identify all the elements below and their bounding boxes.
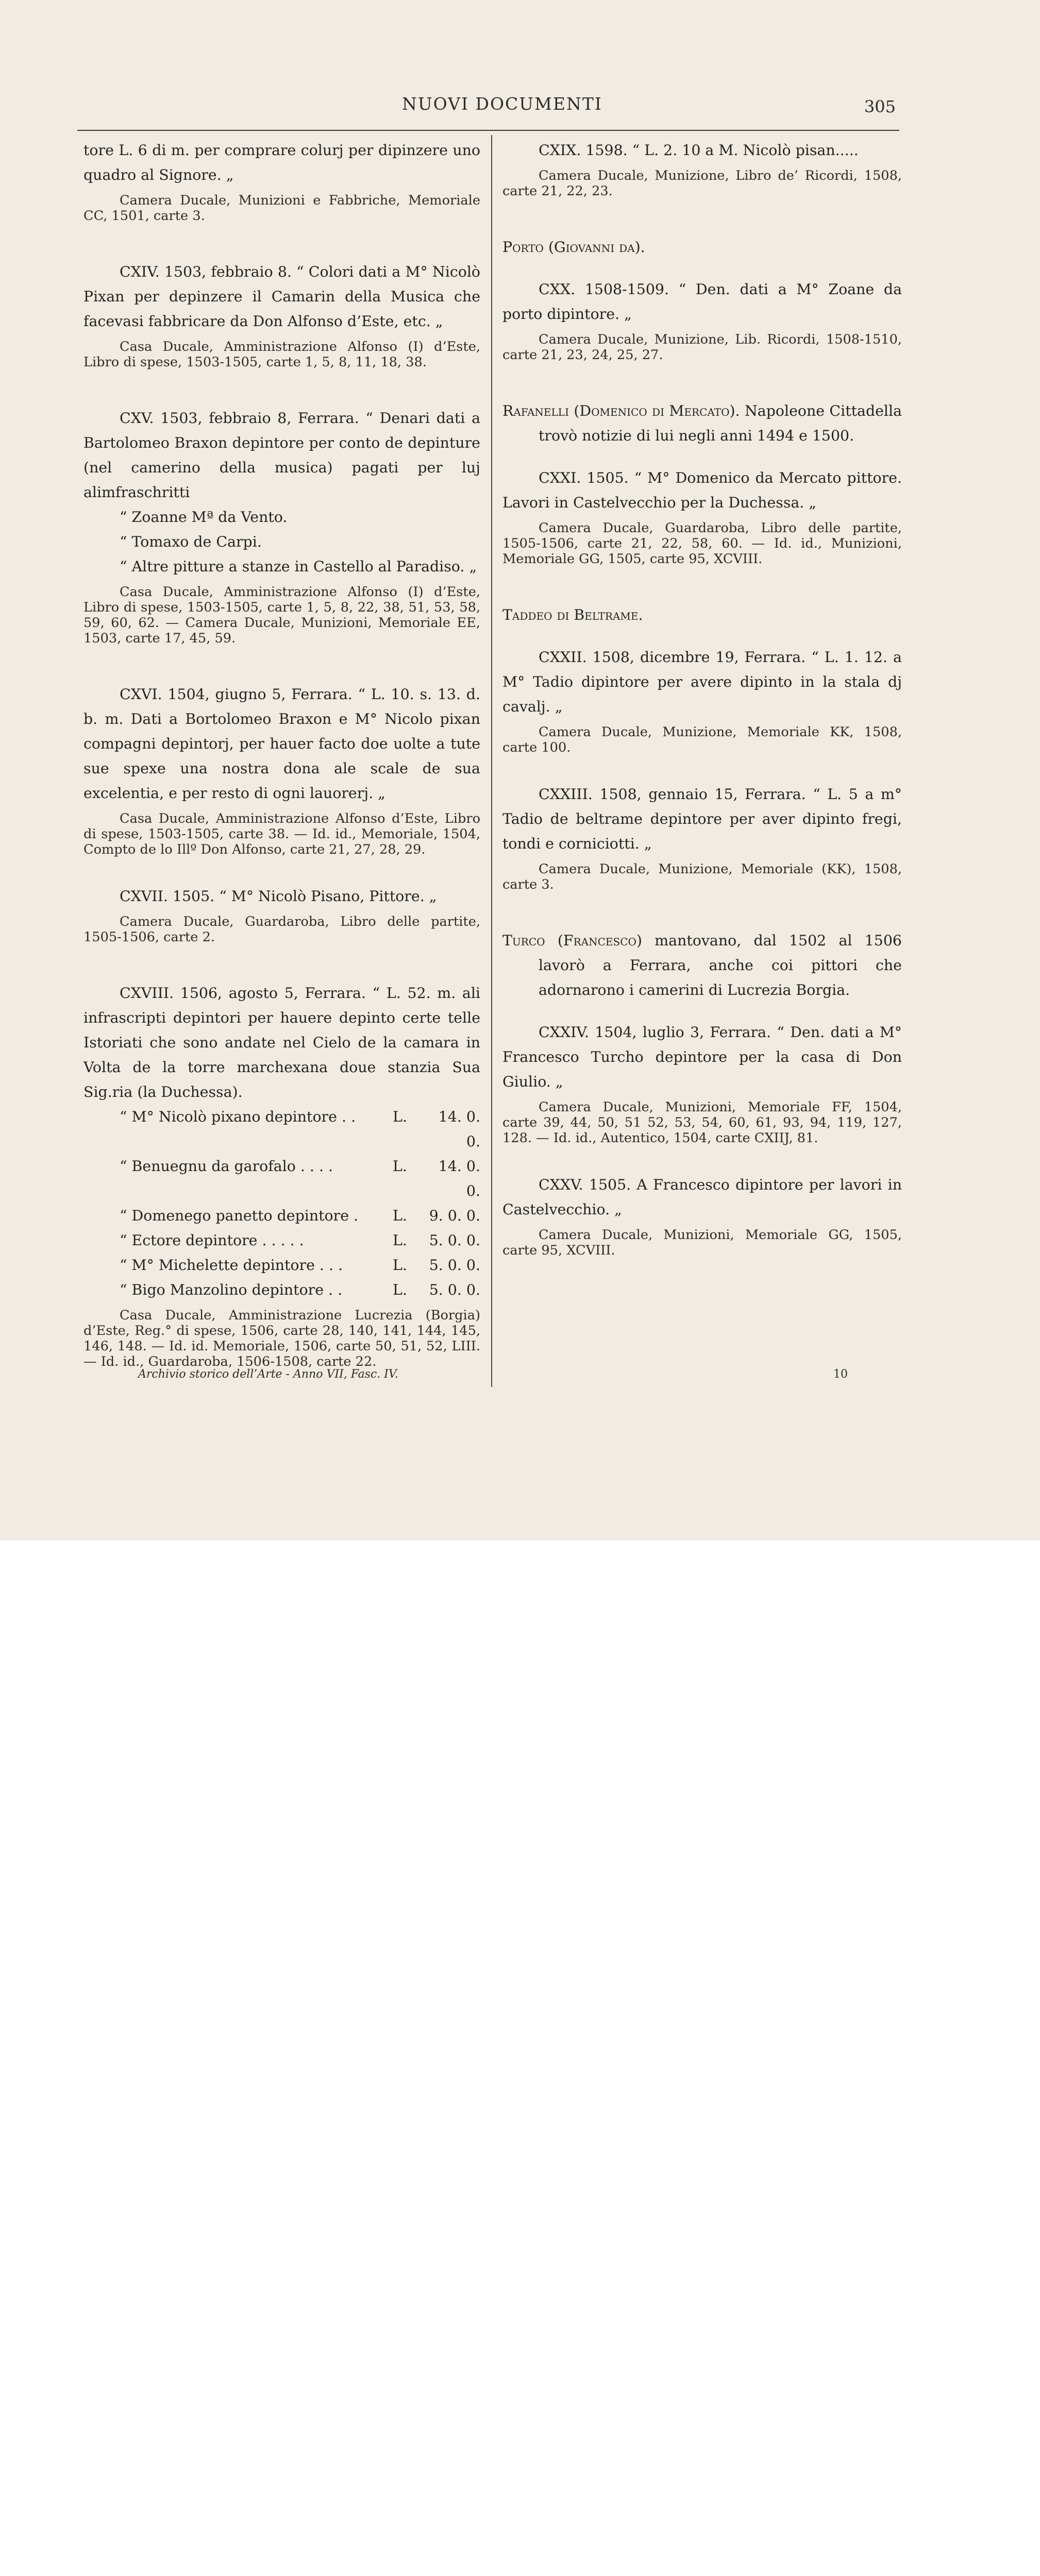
doc-text: CXVII. 1505. “ M° Nicolò Pisano, Pittore. „ — [120, 888, 437, 905]
doc-text: CXVI. 1504, giugno 5, Ferrara. “ L. 10. s. 13. d. b. m. Dati a Bortolomeo Braxon e M° Nicolo pixan compagni depintorj, per hauer facto doe uolte a tute sue spexe una nostra dona ale scale de sua excelentia, e per resto di ogni lauorerj. „ — [83, 686, 480, 802]
doc-source: Camera Ducale, Munizioni, Memoriale GG, 1505, carte 95, XCVIII. — [502, 1227, 902, 1258]
signature-mark: 10 — [833, 1368, 848, 1381]
artist-heading: Porto (Giovanni da). — [502, 239, 645, 256]
doc-text: CXX. 1508-1509. “ Den. dati a M° Zoane da porto dipintore. „ — [502, 281, 902, 323]
viewer-footer-bar — [0, 1540, 1040, 1634]
doc-text: CXVIII. 1506, agosto 5, Ferrara. “ L. 52. m. ali infrascripti depintori per hauere depinto certe telle Istoriati che sono andate nel Cielo de la camara in Volta de la torre marchexana doue stanzia Sua Sig.ria (la Duchessa). — [83, 985, 480, 1100]
payee: “ Benuegnu da garofalo . . . . — [120, 1158, 333, 1175]
amount: 14. 0. 0. — [438, 1158, 480, 1199]
artist-name: Rafanelli (Domenico di Mercato). — [502, 402, 740, 419]
amount: 14. 0. 0. — [438, 1108, 480, 1150]
doc-line: “ Altre pitture a stanze in Castello al Paradiso. „ — [120, 558, 477, 575]
payee: “ M° Michelette depintore . . . — [120, 1257, 343, 1274]
doc-text: CXIV. 1503, febbraio 8. “ Colori dati a M° Nicolò Pixan per depinzere il Camarin della Musica che facevasi fabbricare da Don Alfonso d’Este, etc. „ — [83, 263, 480, 330]
artist-entry — [502, 928, 902, 1003]
doc-source: Casa Ducale, Amministrazione Alfonso (I) d’Este, Libro di spese, 1503-1505, carte 1, 5, 8, 22, 38, 51, 53, 58, 59, 60, 62. — Camera Ducale, Munizioni, Memoriale EE, 1503, carte 17, 45, 59. — [83, 584, 480, 646]
doc-source: Camera Ducale, Munizioni e Fabbriche, Memoriale CC, 1501, carte 3. — [83, 193, 480, 224]
amount: 5. 0. 0. — [429, 1232, 480, 1249]
currency: L. — [393, 1108, 407, 1125]
amount: 5. 0. 0. — [429, 1257, 480, 1274]
amount: 5. 0. 0. — [429, 1281, 480, 1298]
payee: “ Domenego panetto depintore . — [120, 1207, 359, 1224]
payee: “ Ectore depintore . . . . . — [120, 1232, 304, 1249]
doc-source: Camera Ducale, Guardaroba, Libro delle partite, 1505-1506, carte 21, 22, 58, 60. — Id. id., Munizioni, Memoriale GG, 1505, carte 95, XCVIII. — [502, 520, 902, 567]
payment-row — [83, 1253, 480, 1278]
doc-source: Casa Ducale, Amministrazione Alfonso d’Este, Libro di spese, 1503-1505, carte 38. — Id. id., Memoriale, 1504, Compto de lo Illº Don Alfonso, carte 21, 27, 28, 29. — [83, 811, 480, 857]
doc-text: CXXV. 1505. A Francesco dipintore per lavori in Castelvecchio. „ — [502, 1176, 902, 1218]
payee: “ Bigo Manzolino depintore . . — [120, 1281, 343, 1298]
doc-source: Casa Ducale, Amministrazione Lucrezia (Borgia) d’Este, Reg.° di spese, 1506, carte 28, 140, 141, 144, 145, 146, 148. — Id. id. Memoriale, 1506, carte 50, 51, 52, LIII. — Id. id., Guardaroba, 1506-1508, carte 22. — [83, 1308, 480, 1369]
payee: “ M° Nicolò pixano depintore . . — [120, 1108, 356, 1125]
doc-text: CXXII. 1508, dicembre 19, Ferrara. “ L. 1. 12. a M° Tadio dipintore per avere dipinto in la stala dj cavalj. „ — [502, 649, 902, 715]
amount: 9. 0. 0. — [429, 1207, 480, 1224]
left-column — [83, 138, 480, 1369]
doc-text: CXXIV. 1504, luglio 3, Ferrara. “ Den. dati a M° Francesco Turcho depintore per la casa di Don Giulio. „ — [502, 1024, 902, 1090]
page-number: 305 — [864, 97, 896, 116]
payment-row — [83, 1278, 480, 1302]
currency: L. — [393, 1207, 407, 1224]
currency: L. — [393, 1257, 407, 1274]
doc-text: tore L. 6 di m. per comprare colurj per dipinzere uno quadro al Signore. „ — [83, 142, 480, 183]
payment-row — [83, 1204, 480, 1228]
currency: L. — [393, 1158, 407, 1175]
artist-heading: Taddeo di Beltrame. — [502, 606, 643, 623]
payment-row — [83, 1228, 480, 1253]
artist-name: Turco (Francesco) — [502, 932, 642, 949]
currency: L. — [393, 1281, 407, 1298]
doc-source: Camera Ducale, Munizione, Libro de’ Ricordi, 1508, carte 21, 22, 23. — [502, 168, 902, 199]
doc-text: CXXIII. 1508, gennaio 15, Ferrara. “ L. 5 a m° Tadio de beltrame depintore per aver dipinto fregi, tondi e corniciotti. „ — [502, 786, 902, 852]
journal-footer: Archivio storico dell’Arte - Anno VII, Fasc. IV. — [138, 1368, 398, 1381]
doc-source: Camera Ducale, Munizione, Lib. Ricordi, 1508-1510, carte 21, 23, 24, 25, 27. — [502, 332, 902, 363]
doc-text: CXIX. 1598. “ L. 2. 10 a M. Nicolò pisan..... — [539, 142, 859, 159]
doc-source: Camera Ducale, Guardaroba, Libro delle partite, 1505-1506, carte 2. — [83, 914, 480, 945]
currency: L. — [393, 1232, 407, 1249]
artist-note: mantovano, dal 1502 al 1506 lavorò a Ferrara, anche coi pittori che adornarono i camerini di Lucrezia Borgia. — [539, 932, 902, 998]
artist-note: Napoleone Cittadella trovò notizie di lui negli anni 1494 e 1500. — [539, 402, 902, 444]
doc-source: Casa Ducale, Amministrazione Alfonso (I) d’Este, Libro di spese, 1503-1505, carte 1, 5, 8, 11, 18, 38. — [83, 339, 480, 370]
payment-row — [83, 1154, 480, 1204]
running-header: NUOVI DOCUMENTI — [402, 94, 602, 114]
column-divider — [491, 135, 492, 1387]
right-column — [502, 138, 902, 1258]
doc-line: “ Tomaxo de Carpi. — [120, 533, 262, 550]
doc-text: CXXI. 1505. “ M° Domenico da Mercato pittore. Lavori in Castelvecchio per la Duchessa. „ — [502, 469, 902, 511]
doc-source: Camera Ducale, Munizione, Memoriale (KK), 1508, carte 3. — [502, 861, 902, 892]
artist-entry — [502, 399, 902, 448]
header-rule — [77, 130, 899, 131]
payment-list — [83, 1105, 480, 1302]
payment-row — [83, 1105, 480, 1154]
doc-source: Camera Ducale, Munizione, Memoriale KK, 1508, carte 100. — [502, 724, 902, 755]
doc-line: “ Zoanne Mª da Vento. — [120, 509, 288, 526]
doc-source: Camera Ducale, Munizioni, Memoriale FF, 1504, carte 39, 44, 50, 51 52, 53, 54, 60, 61, 93, 94, 119, 127, 128. — Id. id., Autentico, 1504, carte CXIIJ, 81. — [502, 1099, 902, 1146]
doc-text: CXV. 1503, febbraio 8, Ferrara. “ Denari dati a Bartolomeo Braxon depintore per conto de depinture (nel camerino della musica) pagati per luj alimfraschritti — [83, 410, 480, 501]
